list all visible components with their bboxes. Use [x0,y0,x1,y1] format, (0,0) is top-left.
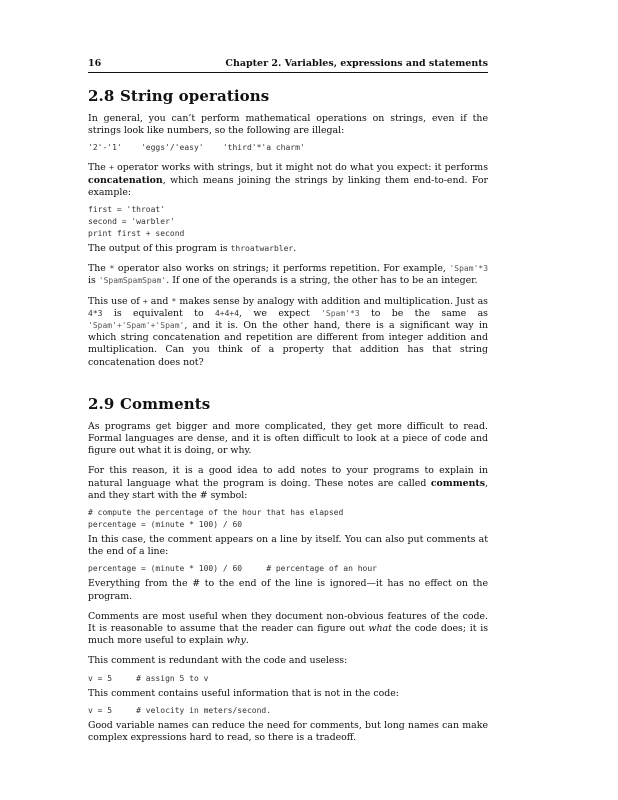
code-block: percentage = (minute * 100) / 60 # percentage of an hour [88,564,377,574]
paragraph: Good variable names can reduce the need for comments, but long names can make complex expressions hard to read, so there is a tradeoff. [88,719,488,744]
paragraph: In this case, the comment appears on a line by itself. You can also put comments at the end of a line: [88,534,488,558]
code-block: first = 'throat' second = 'warbler' print first + second [88,205,185,239]
paragraph: The + operator works with strings, but it might not do what you expect: it performs concatenation, which means joining the strings by linking them end-to-end. For example: [88,162,488,198]
paragraph: This comment is redundant with the code and useless: [88,655,348,667]
paragraph: As programs get bigger and more complicated, they get more difficult to read. Formal languages are dense, and it is often difficult to look at a piece of code and figure out what it is doing, or why. [88,420,488,457]
section-heading-2-8 [88,87,488,105]
section-number: 2.8 [88,87,115,105]
section-title: String operations [120,87,270,105]
paragraph: This comment contains useful information that is not in the code: [88,687,399,699]
chapter-title: Chapter 2. Variables, expressions and statements [225,58,488,69]
paragraph: Comments are most useful when they document non-obvious features of the code. It is reasonable to assume that the reader can figure out what the code does; it is much more useful to explain why. [88,610,489,647]
header-rule [88,72,488,73]
paragraph: The * operator also works on strings; it performs repetition. For example, 'Spam'*3 is 'SpamSpamSpam'. If one of the operands is a string, the other has to be an integer. [88,263,489,287]
code-block: '2'-'1' 'eggs'/'easy' 'third'*'a charm' [88,143,305,153]
code-block: # compute the percentage of the hour that has elapsed percentage = (minute * 100) / 60 [88,508,344,530]
paragraph: For this reason, it is a good idea to add notes to your programs to explain in natural language what the program is doing. These notes are called comments, and they start with the # symbol: [88,465,488,501]
paragraph: Everything from the # to the end of the line is ignored—it has no effect on the program. [88,578,488,602]
section-heading-2-9 [88,395,488,413]
paragraph: In general, you can’t perform mathematical operations on strings, even if the strings look like numbers, so the following are illegal: [88,113,488,137]
section-number: 2.9 [88,394,115,413]
running-header [88,58,488,70]
page-number: 16 [88,58,102,69]
page [88,58,488,744]
code-block: v = 5 # assign 5 to v [88,673,209,683]
paragraph: This use of + and * makes sense by analogy with addition and multiplication. Just as 4*3 is equivalent to 4+4+4, we expect 'Spam'*3 to be the same as 'Spam'+'Spam'+'Spam', and it is. On the other hand, there is a significant way in which string concatenation and repetition are different from integer addition and multiplication. Can you think of a property that addition has that string concatenation does not? [88,295,488,368]
paragraph: The output of this program is throatwarbler. [88,243,297,255]
code-block: v = 5 # velocity in meters/second. [88,705,272,715]
section-title: Comments [120,394,211,413]
